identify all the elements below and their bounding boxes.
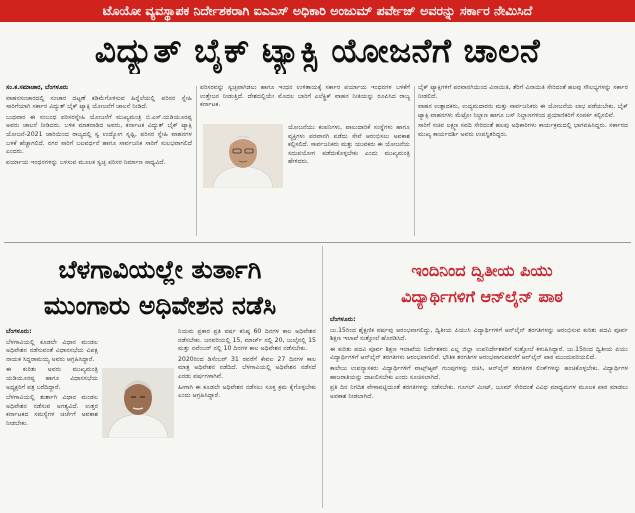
story2-headline-line1: ಬೆಳಗಾವಿಯಲ್ಲೇ ತುರ್ತಾಗಿ xyxy=(58,255,262,284)
story1-col1 xyxy=(6,84,192,236)
section-divider-vertical xyxy=(322,246,323,508)
story2-col1 xyxy=(6,328,98,508)
story2-col1-para: ಬೆಳಗಾವಿಯಲ್ಲಿ ಕೂಡಲೇ ವಿಧಾನ ಮಂಡಲ ಅಧಿವೇಶನ ನಡೆಸುವಂತೆ ವಿಧಾನಸಭೆಯ ವಿಪಕ್ಷ ನಾಯಕ ಸಿದ್ದರಾಮಯ್ಯ ಅವರು ಆಗ್ರಹಿಸಿದ್ದಾರೆ. xyxy=(6,338,98,363)
ticker-banner: ಟೊಯೋ ವ್ಯವಸ್ಥಾಪಕ ನಿರ್ದೇಶಕರಾಗಿ ಐಎಎಸ್ ಅಧಿಕಾರಿ ಅಂಜುಮ್ ಪರ್ವೇಜ್ ಅವರನ್ನು ಸರ್ಕಾರ ನೇಮಿಸಿದೆ xyxy=(0,0,635,22)
column-divider xyxy=(196,86,197,236)
story1-col1-para: ವಾಹನಸಂಚಾರದಲ್ಲಿ ಸಂಚಾರ ದಟ್ಟಣೆ ಕಡಿಮೆಗೊಳಿಸುವ ಹಿನ್ನೆಲೆಯಲ್ಲಿ ಪರಿಸರ ಸ್ನೇಹಿ ಸಾರಿಗೆಯಾಗಿ ಸರ್ಕಾರ ವಿದ್ಯುತ್ ಬೈಕ್ ಟ್ಯಾಕ್ಸಿ ಯೋಜನೆಗೆ ಚಾಲನೆ ನೀಡಿದೆ. xyxy=(6,94,192,111)
story1-col3 xyxy=(418,84,628,236)
chief-minister-photo xyxy=(203,124,283,188)
story2-byline: ಬೆಂಗಳೂರು: xyxy=(6,328,32,335)
story1-col2-para: ಪರಿಸರವನ್ನು ಸ್ವಚ್ಛವಾಗಿಡಲು ಹಾಗೂ ಇಂಧನ ಉಳಿತಾಯಕ್ಕೆ ಸರ್ಕಾರ ಪರ್ಯಾಯ ಇಂಧನಗಳ ಬಳಕೆಗೆ ಉತ್ತೇಜನ ನೀಡುತ್ತಿದೆ. ದೇಶದಲ್ಲಿಯೇ ಮೊದಲ ಬಾರಿಗೆ ಎಲೆಕ್ಟ್ರಿಕ್ ವಾಹನ ನೀತಿಯನ್ನು ರೂಪಿಸಿದ ರಾಜ್ಯ ಕರ್ನಾಟಕ. xyxy=(200,84,410,109)
story1-col1-para: ಬುಧವಾರ ಈ ಸಂಬಂಧ ಪರಿಸರಸ್ನೇಹಿ ಯೋಜನೆಗೆ ಮುಖ್ಯಮಂತ್ರಿ ಬಿ.ಎಸ್.ಯಡಿಯೂರಪ್ಪ ಅವರು ಚಾಲನೆ ನೀಡಿದರು. ಬಳಿಕ ಮಾತನಾಡಿದ ಅವರು, ಕರ್ನಾಟಕ ವಿದ್ಯುತ್ ಬೈಕ್ ಟ್ಯಾಕ್ಸಿ ಯೋಜನೆ-2021 ಜಾರಿಯಿಂದ ರಾಜ್ಯದಲ್ಲಿ ಸ್ವ ಉದ್ಯೋಗ ಸೃಷ್ಟಿ, ಪರಿಸರ ಸ್ನೇಹಿ ವಾಹನಗಳ ಬಳಕೆ ಹೆಚ್ಚಾಗಲಿದೆ. ನಗರ ಸಾರಿಗೆ ಬಲವರ್ಧನೆ ಹಾಗೂ ಸಾರ್ವಜನಿಕ ಸಾರಿಗೆ ಸುಲಭವಾಗಲಿದೆ ಎಂದರು. xyxy=(6,113,192,156)
story1-col3-para: ಸಾರಿಗೆ ಸಚಿವ ಲಕ್ಷ್ಮಣ ಸವದಿ ಸೇರಿದಂತೆ ಹಲವು ಅಧಿಕಾರಿಗಳು ಕಾರ್ಯಕ್ರಮದಲ್ಲಿ ಭಾಗವಹಿಸಿದ್ದರು. ಸರ್ಕಾರದ ಮುಖ್ಯ ಕಾರ್ಯದರ್ಶಿ ಅವರು ಉಪಸ್ಥಿತರಿದ್ದರು. xyxy=(418,122,628,138)
story1-col1-para: ಪರ್ಯಾಯ ಇಂಧನಗಳನ್ನು ಬಳಸುವ ಮೂಲಕ ಸ್ವಚ್ಛ ಪರಿಸರ ನಿರ್ಮಾಣ ಸಾಧ್ಯವಿದೆ. xyxy=(6,158,166,166)
story1-col2-bottom xyxy=(288,124,410,236)
story3-headline xyxy=(336,258,628,310)
portrait-image-icon xyxy=(102,368,174,438)
story1-col3-para: ವಾಹನ ಉತ್ಪಾದಕರು, ಉದ್ಯಮದಾರರು ಮತ್ತು ಸಾರ್ವಜನಿಕರು ಈ ಯೋಜನೆಯ ಲಾಭ ಪಡೆಯಬೇಕು. ಬೈಕ್ ಟ್ಯಾಕ್ಸಿ ವಾಹನಗಳು ಮೆಟ್ರೋ ನಿಲ್ದಾಣ ಹಾಗೂ ಬಸ್ ನಿಲ್ದಾಣಗಳಿಂದ ಪ್ರಯಾಣಿಕರಿಗೆ ಸಂಪರ್ಕ ಕಲ್ಪಿಸಲಿವೆ. xyxy=(418,103,628,119)
story1-byline: ಸಂ.ಕ.ಸಮಾಚಾರ, ಬೆಂಗಳೂರು xyxy=(6,84,69,91)
story3-body xyxy=(330,316,628,508)
story3-para: ಈ ಕುರಿತು ಪದವಿ ಪೂರ್ವ ಶಿಕ್ಷಣ ಇಲಾಖೆಯ ನಿರ್ದೇಶಕರು ಎಲ್ಲ ಜಿಲ್ಲಾ ಉಪನಿರ್ದೇಶಕರಿಗೆ ಸುತ್ತೋಲೆ ಕಳುಹಿಸಿದ್ದಾರೆ. ಜು.15ರಿಂದ ದ್ವಿತೀಯ ಪಿಯು ವಿದ್ಯಾರ್ಥಿಗಳಿಗೆ ಆನ್‌ಲೈನ್ ತರಗತಿಗಳು ಆರಂಭವಾಗಲಿವೆ. ಭೌತಿಕ ತರಗತಿಗಳ ಆರಂಭವಾಗುವವರೆಗೆ ಆನ್‌ಲೈನ್ ಪಾಠ ಮುಂದುವರಿಯಲಿದೆ. xyxy=(330,345,628,362)
story3-headline-line1: ಇಂದಿನಿಂದ ದ್ವಿತೀಯ ಪಿಯು xyxy=(411,261,553,280)
opposition-leader-photo xyxy=(102,368,174,438)
story2-col1-para: ಈ ಕುರಿತು ಅವರು ಮುಖ್ಯಮಂತ್ರಿ ಯಡಿಯೂರಪ್ಪ ಹಾಗೂ ವಿಧಾನಸಭೆಯ ಅಧ್ಯಕ್ಷರಿಗೆ ಪತ್ರ ಬರೆದಿದ್ದಾರೆ. xyxy=(6,366,98,391)
story3-byline: ಬೆಂಗಳೂರು: xyxy=(330,316,356,323)
story3-para: ಜು.15ರಿಂದ ಶೈಕ್ಷಣಿಕ ವರ್ಷವು ಆರಂಭವಾಗಲಿದ್ದು, ದ್ವಿತೀಯ ಪಿಯುಸಿ ವಿದ್ಯಾರ್ಥಿಗಳಿಗೆ ಆನ್‌ಲೈನ್ ತರಗತಿಗಳನ್ನು ಆರಂಭಿಸುವ ಕುರಿತು ಪದವಿ ಪೂರ್ವ ಶಿಕ್ಷಣ ಇಲಾಖೆ ಸುತ್ತೋಲೆ ಹೊರಡಿಸಿದೆ. xyxy=(330,326,628,343)
story3-para: ಪ್ರತಿ ದಿನ ನಿಗದಿತ ವೇಳಾಪಟ್ಟಿಯಂತೆ ತರಗತಿಗಳನ್ನು ನಡೆಸಬೇಕು. ಗೂಗಲ್ ಮೀಟ್, ಜೂಮ್ ಸೇರಿದಂತೆ ವಿವಿಧ ಮಾಧ್ಯಮಗಳ ಮೂಲಕ ಪಾಠ ಮಾಡಲು ಅವಕಾಶ ನೀಡಲಾಗಿದೆ. xyxy=(330,384,628,400)
column-divider xyxy=(414,86,415,236)
story2-headline-line2: ಮುಂಗಾರು ಅಧಿವೇಶನ ನಡೆಸಿ xyxy=(43,291,277,320)
story2-col2-para: 2020ರಿಂದ ಡಿಸೆಂಬರ್ 31 ರವರೆಗೆ ಕೇವಲ 27 ದಿನಗಳ ಕಾಲ ಮಾತ್ರ ಅಧಿವೇಶನ ನಡೆದಿದೆ. ಬೆಳಗಾವಿಯಲ್ಲಿ ಅಧಿವೇಶನ ನಡೆಸದೆ ಎರಡು ವರ್ಷಗಳಾಗಿವೆ. xyxy=(178,355,316,380)
story1-col2-para: ಯೋಜನೆಯು ಕಂಪನಿಗಳು, ಪಾಲುದಾರಿಕೆ ಸಂಸ್ಥೆಗಳು ಹಾಗೂ ವ್ಯಕ್ತಿಗಳು ಪರವಾನಗಿ ಪಡೆದು ಸೇವೆ ಆರಂಭಿಸಲು ಅವಕಾಶ ಕಲ್ಪಿಸಲಿದೆ. ಸಾರ್ವಜನಿಕರು ಮತ್ತು ಯುವಕರು ಈ ಯೋಜನೆಯ ಸದುಪಯೋಗ ಪಡೆದುಕೊಳ್ಳಬೇಕು ಎಂದು ಮುಖ್ಯಮಂತ್ರಿ ಹೇಳಿದರು. xyxy=(288,124,410,166)
main-headline: ವಿದ್ಯುತ್ ಬೈಕ್ ಟ್ಯಾಕ್ಸಿ ಯೋಜನೆಗೆ ಚಾಲನೆ xyxy=(94,31,541,70)
portrait-image-icon xyxy=(203,124,283,188)
story1-col2-top xyxy=(200,84,410,120)
story3-para: ಕಾಲೇಜು ಉಪನ್ಯಾಸಕರು ವಿದ್ಯಾರ್ಥಿಗಳಿಗೆ ವಾಟ್ಸ್‌ಆ್ಯಪ್ ಗುಂಪುಗಳನ್ನು ರಚಿಸಿ, ಆನ್‌ಲೈನ್ ತರಗತಿಗಳ ಲಿಂಕ್‌ಗಳನ್ನು ಹಂಚಿಕೊಳ್ಳಬೇಕು. ವಿದ್ಯಾರ್ಥಿಗಳ ಹಾಜರಾತಿಯನ್ನು ದಾಖಲಿಸಬೇಕು ಎಂದು ಸೂಚಿಸಲಾಗಿದೆ. xyxy=(330,364,628,381)
story2-col1-para: ಬೆಳಗಾವಿಯಲ್ಲಿ ತುರ್ತಾಗಿ ವಿಧಾನ ಮಂಡಲ ಅಧಿವೇಶನ ನಡೆಸುವ ಅಗತ್ಯವಿದೆ. ಉತ್ತರ ಕರ್ನಾಟಕದ ಸಮಸ್ಯೆಗಳ ಚರ್ಚೆಗೆ ಅವಕಾಶ ನೀಡಬೇಕು. xyxy=(6,394,98,427)
story3-headline-line2: ವಿದ್ಯಾರ್ಥಿಗಳಿಗೆ ಆನ್‌ಲೈನ್ ಪಾಠ xyxy=(401,287,563,306)
story2-col2-para: ಹೀಗಾಗಿ ಈ ಕೂಡಲೇ ಅಧಿವೇಶನ ನಡೆಸಲು ಸೂಕ್ತ ಕ್ರಮ ಕೈಗೊಳ್ಳಬೇಕು ಎಂದು ಆಗ್ರಹಿಸಿದ್ದಾರೆ. xyxy=(178,383,316,400)
story1-col3-para: ಬೈಕ್ ಟ್ಯಾಕ್ಸಿಗಳಿಗೆ ಪರವಾನಗಿಯಿಂದ ವಿನಾಯಿತಿ, ತೆರಿಗೆ ವಿನಾಯಿತಿ ಸೇರಿದಂತೆ ಹಲವು ಸೌಲಭ್ಯಗಳನ್ನು ಸರ್ಕಾರ ನೀಡಲಿದೆ. xyxy=(418,84,628,100)
story2-col2-para: ನಿಯಮ ಪ್ರಕಾರ ಪ್ರತಿ ವರ್ಷ ಕನಿಷ್ಠ 60 ದಿನಗಳ ಕಾಲ ಅಧಿವೇಶನ ನಡೆಸಬೇಕು. ಜನವರಿಯಲ್ಲಿ 15, ಮಾರ್ಚ್ ನಲ್ಲಿ 20, ಜುಲೈನಲ್ಲಿ 15 ಮತ್ತು ನವೆಂಬರ್ ನಲ್ಲಿ 10 ದಿನಗಳ ಕಾಲ ಅಧಿವೇಶನ ನಡೆಸಬೇಕು. xyxy=(178,328,316,353)
section-divider xyxy=(4,242,631,243)
story2-col2 xyxy=(178,328,316,508)
story2-headline xyxy=(6,252,314,324)
